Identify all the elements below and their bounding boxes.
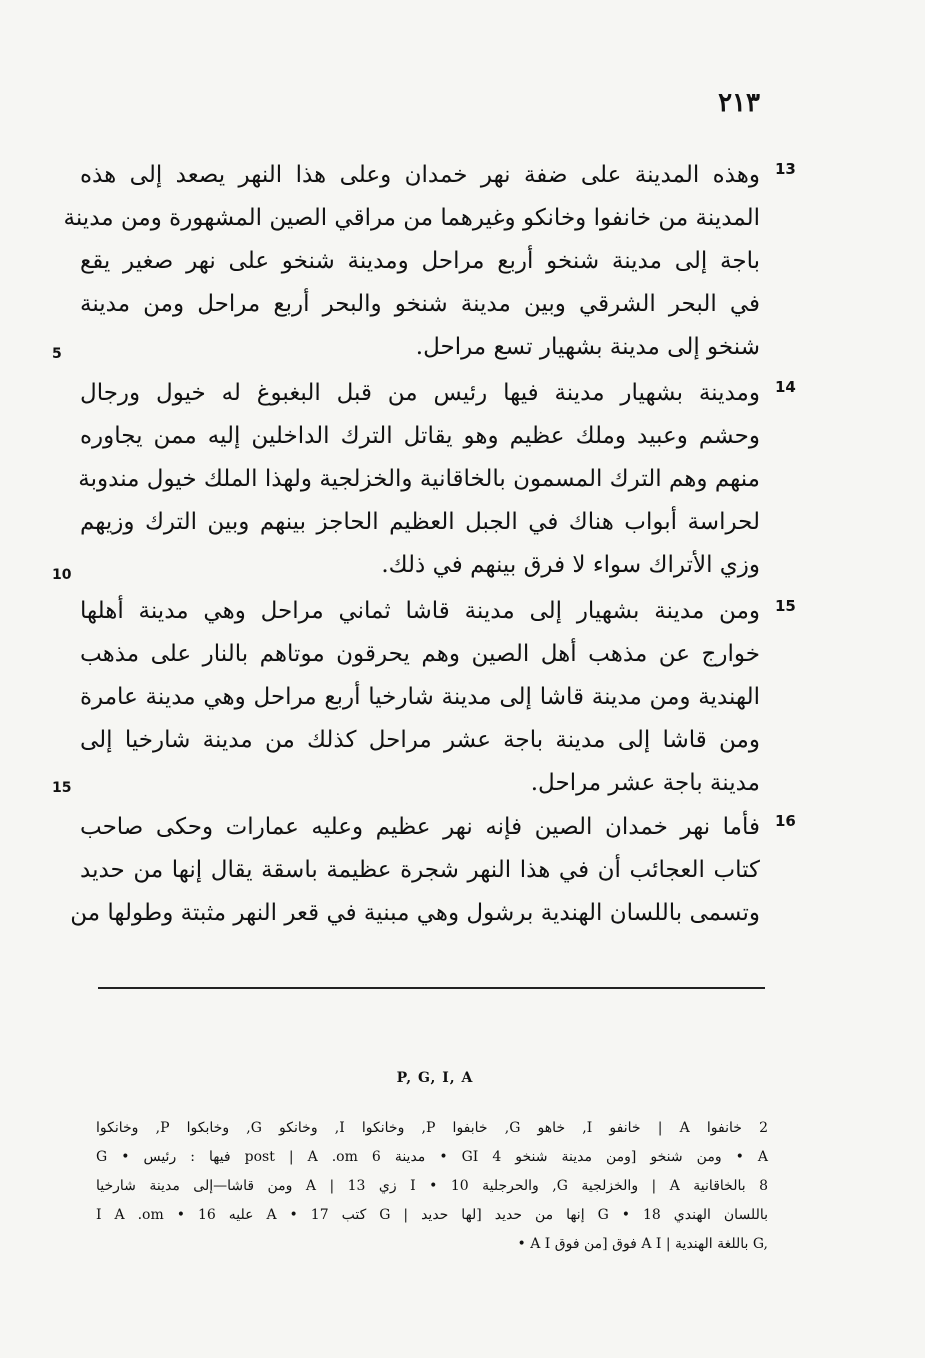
text-line: مدينة باجة عشر مراحل.: [530, 770, 760, 796]
margin-line-number: 10: [52, 567, 72, 583]
apparatus-line: G • فيها : رئيس post | A .om مدينة 6 • GI ومن شنخو [ومن مدينة شنخو 4 • A: [96, 1149, 768, 1165]
paragraph-number: 14: [775, 378, 796, 396]
apparatus-line: I A .om • 16 عليه A • 17 كتب G | إنها من حديد [لها حديد G • 18 باللسان الهندي: [96, 1207, 768, 1223]
margin-line-number: 15: [52, 780, 72, 796]
text-line: شنخو إلى مدينة بشهيار تسع مراحل.: [415, 334, 760, 360]
critical-apparatus: [96, 1114, 768, 1259]
paragraph-number: 15: [775, 597, 796, 615]
text-line: ومن قاشا إلى مدينة باجة عشر مراحل كذلك من مدينة شارخيا إلى: [80, 727, 760, 753]
text-line: فأما نهر خمدان الصين فإنه نهر عظيم وعليه عمارات وحكى صاحب: [80, 814, 760, 840]
manuscript-sigla: P, G, I, A: [396, 1070, 474, 1086]
paragraph-16: [70, 806, 760, 935]
text-line: وتسمى باللسان الهندية برشول وهي مبنية في قعر النهر مثبتة وطولها من: [70, 900, 760, 926]
text-line: في البحر الشرقي وبين مدينة شنخو والبحر أربع مراحل ومن مدينة: [80, 291, 760, 317]
text-line: خوارج عن مذهب أهل الصين وهم يحرقون موتاهم بالنار على مذهب: [80, 641, 760, 667]
apparatus-line: 8 بالخاقانية A | والخزلجية G, والحرجلية I • 10 زي A | 13 ومن قاشا—إلى مدينة شارخيا: [96, 1178, 768, 1194]
text-line: الهندية ومن مدينة قاشا إلى مدينة شارخيا أربع مراحل وهي مدينة عامرة: [80, 684, 760, 710]
margin-line-number: 5: [52, 346, 62, 362]
text-line: ومن مدينة بشهيار إلى مدينة قاشا ثماني مراحل وهي مدينة أهلها: [80, 598, 760, 624]
text-line: وحشم وعبيد وملك عظيم وهو يقاتل الترك الداخلين إليه ممن يجاوره: [80, 423, 760, 449]
text-line: المدينة من خانفوا وخانكو وغيرهما من مراقي الصين المشهورة ومن مدينة: [63, 205, 760, 231]
paragraph-13: [63, 154, 760, 369]
text-line: ومدينة بشهيار مدينة فيها رئيس من قبل البغبوغ له خيول ورجال: [80, 380, 760, 406]
text-line: منهم وهم الترك المسمون بالخاقانية والخزلجية ولهذا الملك خيول مندوبة: [78, 466, 760, 492]
paragraph-14: [80, 372, 760, 587]
text-line: باجة إلى مدينة شنخو أربع مراحل ومدينة شنخو على نهر صغير يقع: [80, 248, 760, 274]
text-line: وزي الأتراك سواء لا فرق بينهم في ذلك.: [381, 552, 760, 578]
text-line: كتاب العجائب أن في هذا النهر شجرة عظيمة باسقة يقال إنها من حديد: [80, 857, 760, 883]
paragraph-15: [80, 590, 760, 805]
text-line: لحراسة أبواب هناك في الجبل العظيم الحاجز بينهم وبين الترك وزيهم: [80, 509, 760, 535]
paragraph-number: 16: [775, 812, 796, 830]
footnote-separator-rule: [98, 987, 765, 989]
page-number: ٢١٣: [718, 88, 760, 118]
text-line: وهذه المدينة على ضفة نهر خمدان وعلى هذا النهر يصعد إلى هذه: [80, 162, 760, 188]
apparatus-line: • A I فوق [من فوق A I | باللغة الهندية G,: [517, 1236, 768, 1252]
apparatus-line: 2 خانفوا A | خانفو I, خاهو G, خابفوا P, وخانكوا I, وخانكو G, وخابكوا P, وخانكوا: [96, 1120, 769, 1136]
paragraph-number: 13: [775, 160, 796, 178]
